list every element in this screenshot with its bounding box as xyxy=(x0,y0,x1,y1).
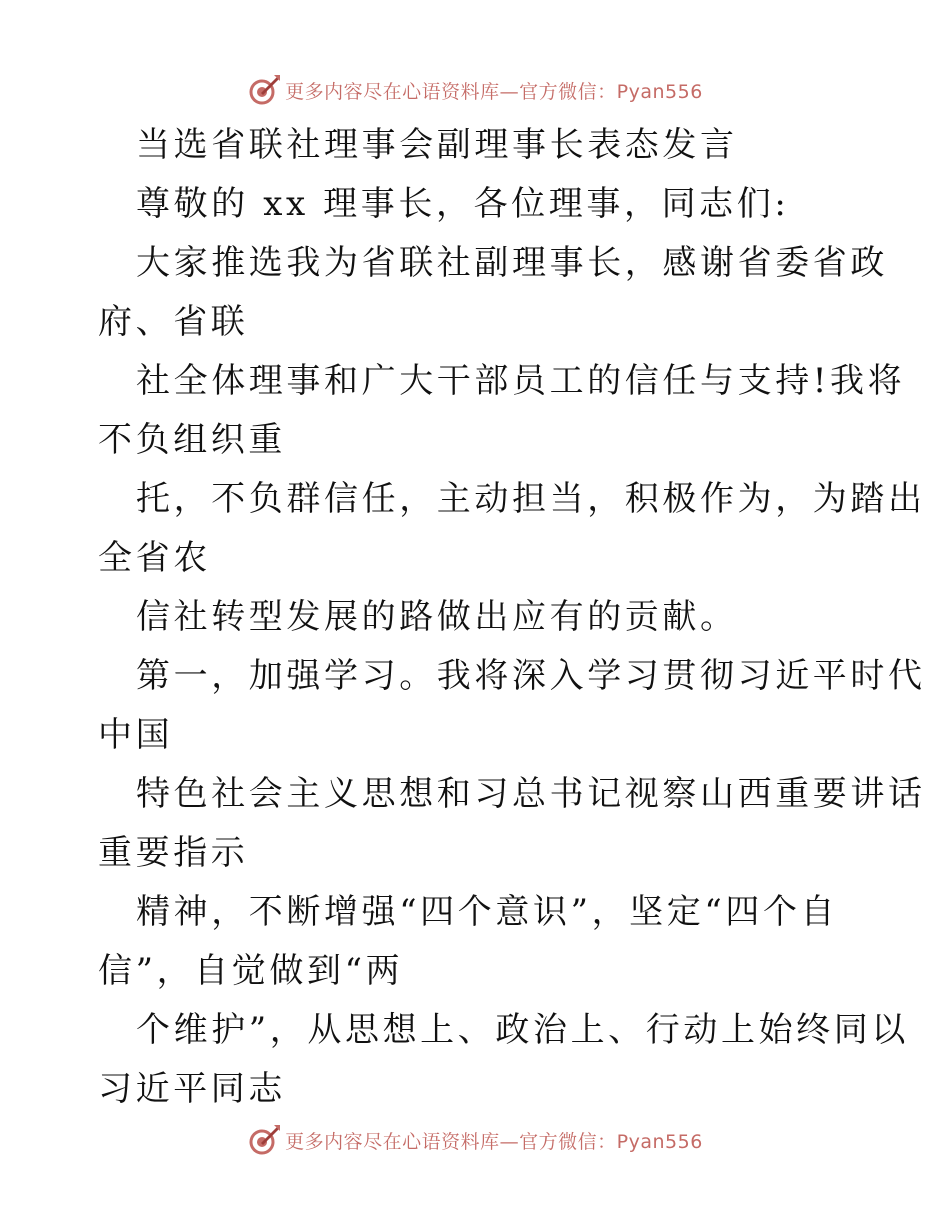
paragraph-line: 习近平同志 xyxy=(98,1069,286,1109)
header-wechat-id: Pyan556 xyxy=(616,80,703,103)
document-title: 当选省联社理事会副理事长表态发言 xyxy=(136,125,738,165)
paragraph-line: 精神，不断增强“四个意识”，坚定“四个自 xyxy=(136,892,839,932)
paragraph-line: 托，不负群信任，主动担当，积极作为，为踏出 xyxy=(136,479,926,519)
paragraph-line: 第一，加强学习。我将深入学习贯彻习近平时代 xyxy=(136,656,926,696)
paragraph-line: 全省农 xyxy=(98,538,211,578)
footer-brand-bar xyxy=(0,1120,950,1160)
quill-logo-icon xyxy=(247,73,281,107)
paragraph-line: 重要指示 xyxy=(98,833,249,873)
paragraph-line: 个维护”，从思想上、政治上、行动上始终同以 xyxy=(136,1010,909,1050)
paragraph-line: 中国 xyxy=(98,715,174,755)
paragraph-line: 信”，自觉做到“两 xyxy=(98,951,404,991)
paragraph-line: 特色社会主义思想和习总书记视察山西重要讲话 xyxy=(136,774,926,814)
quill-logo-icon xyxy=(247,1123,281,1157)
document-greeting: 尊敬的 xx 理事长，各位理事，同志们: xyxy=(136,184,790,224)
footer-wechat-id: Pyan556 xyxy=(616,1130,703,1153)
footer-brand-text: 更多内容尽在心语资料库—官方微信：Pyan556 xyxy=(285,1130,703,1153)
paragraph-line: 不负组织重 xyxy=(98,420,286,460)
paragraph-line: 社全体理事和广大干部员工的信任与支持!我将 xyxy=(136,361,906,401)
paragraph-line: 府、省联 xyxy=(98,302,249,342)
paragraph-line: 信社转型发展的路做出应有的贡献。 xyxy=(136,597,738,637)
header-brand-text: 更多内容尽在心语资料库—官方微信：Pyan556 xyxy=(285,80,703,103)
header-brand-bar xyxy=(0,70,950,110)
paragraph-line: 大家推选我为省联社副理事长，感谢省委省政 xyxy=(136,243,888,283)
